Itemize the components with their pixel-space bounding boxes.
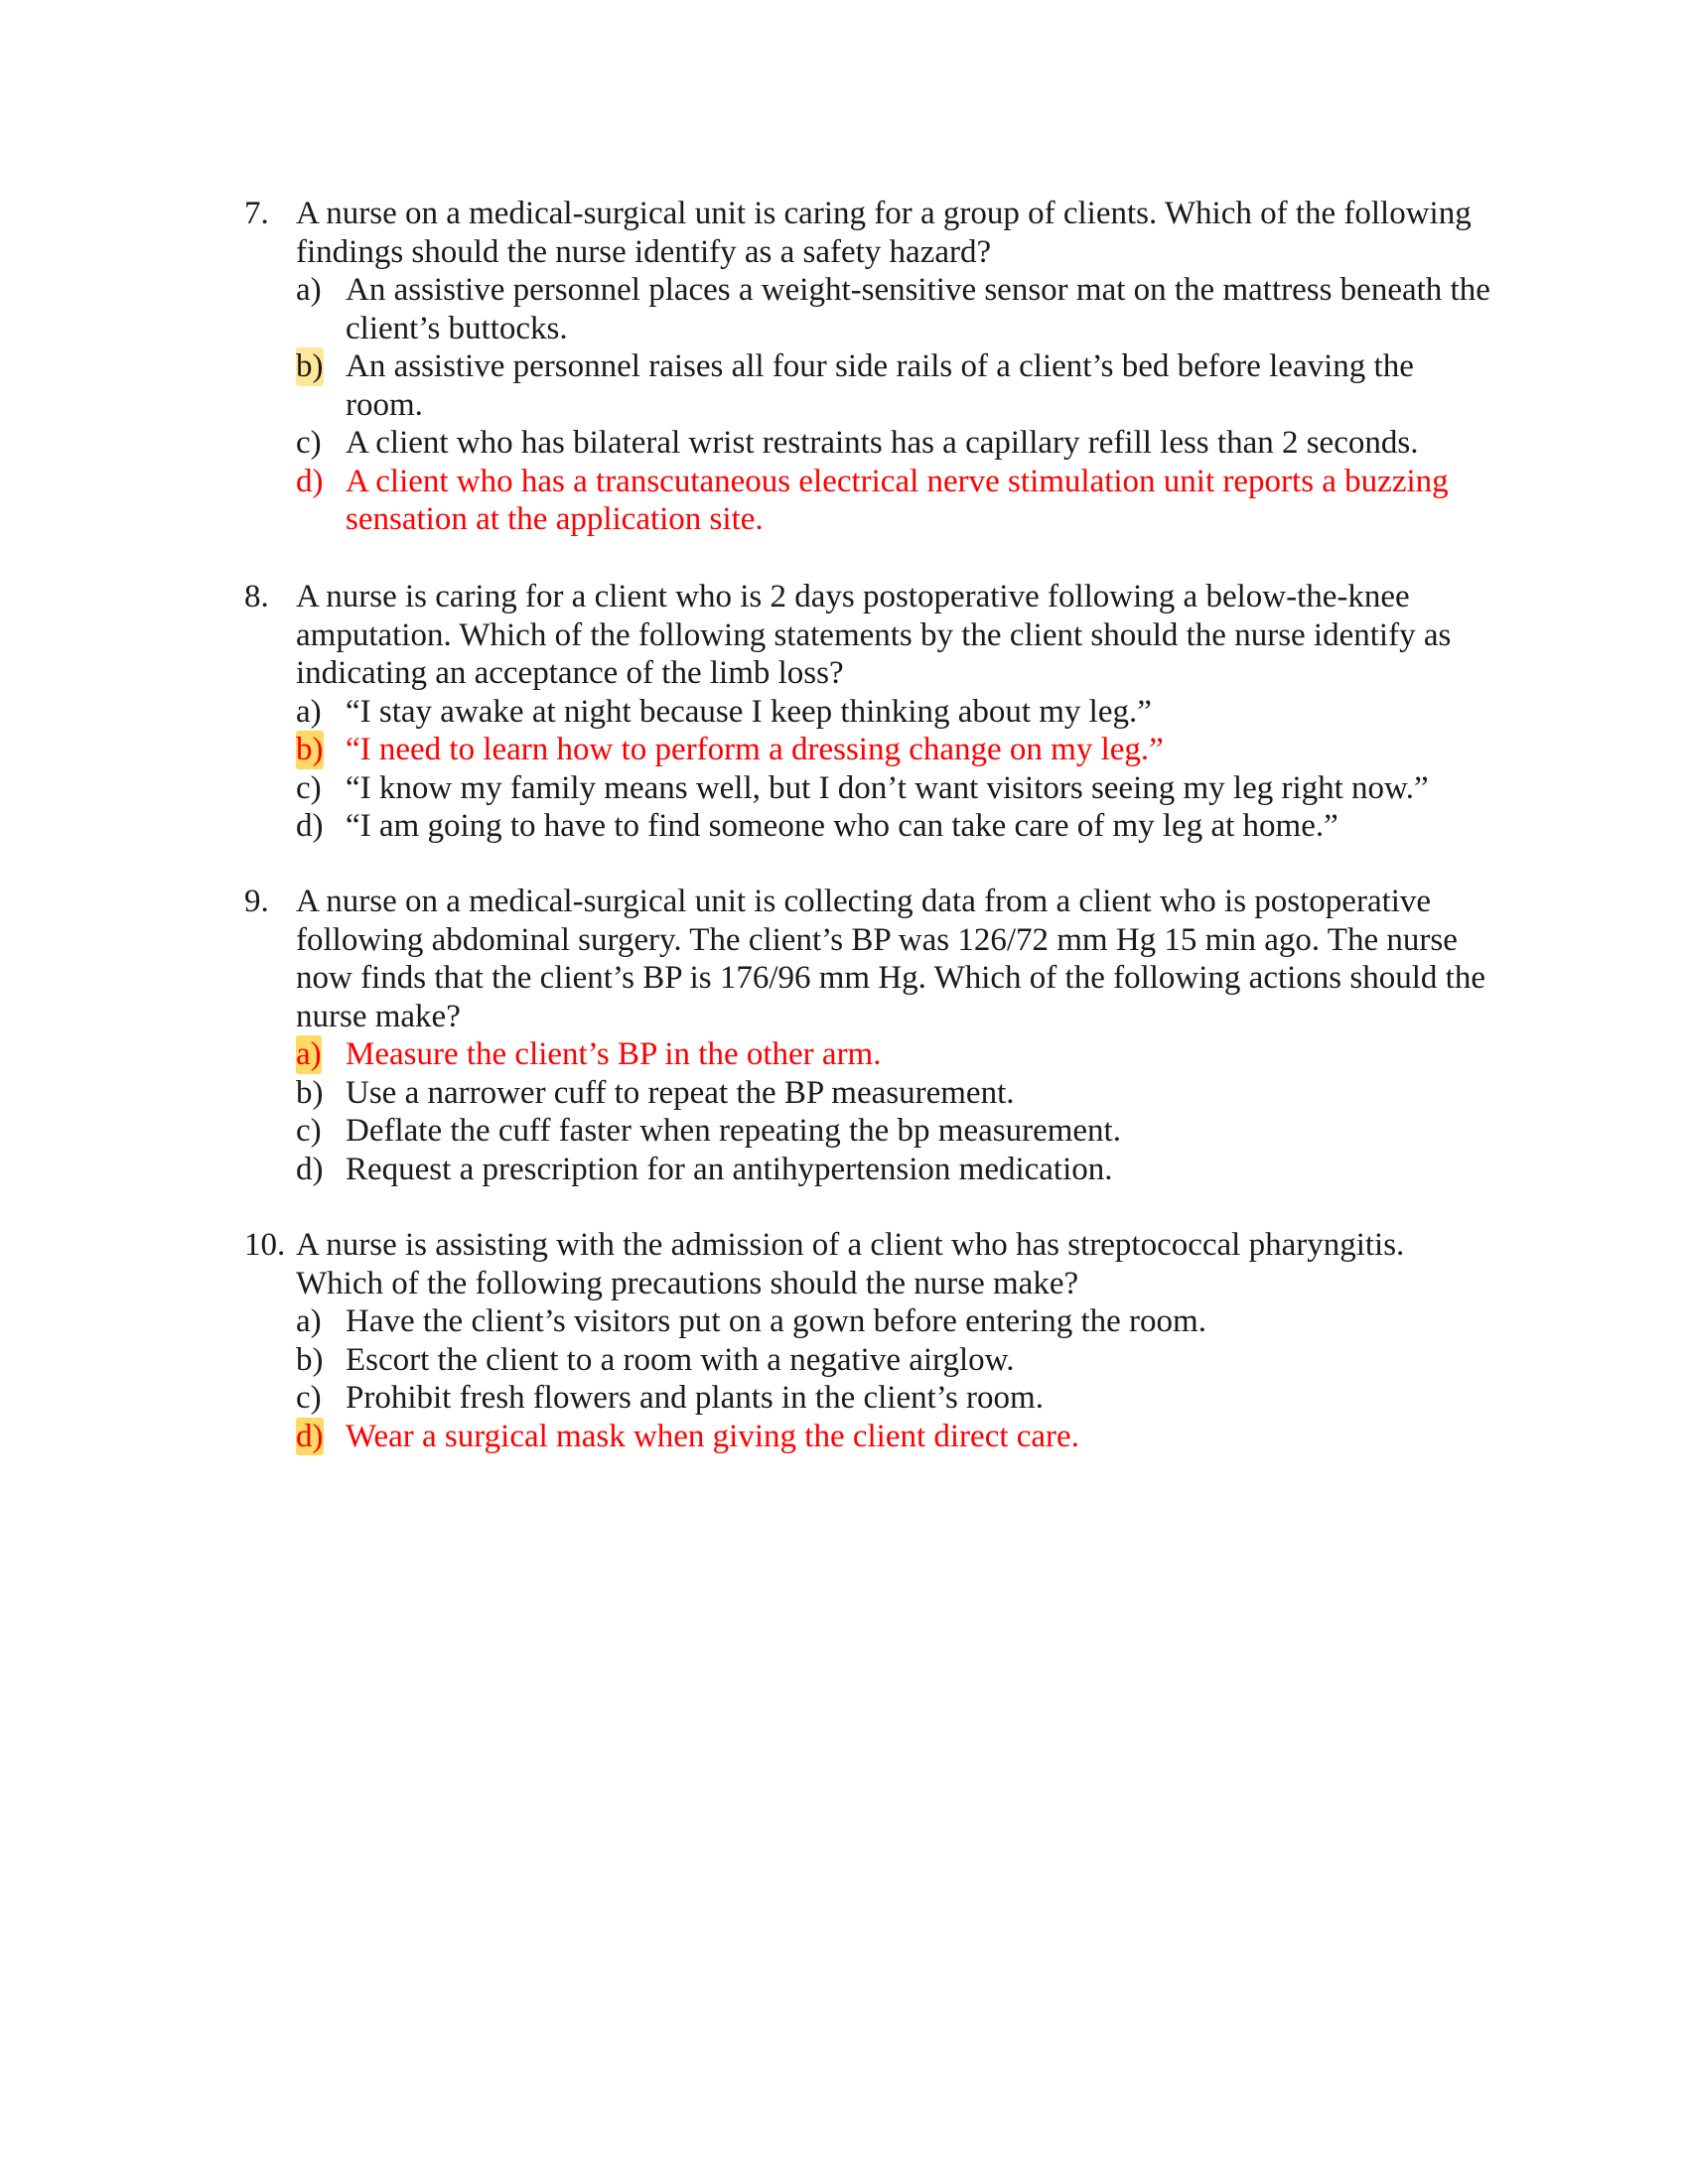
option-letter: a) — [296, 1303, 322, 1339]
option-letter: d) — [296, 463, 324, 499]
option-a-correct-answer — [244, 1035, 1495, 1074]
option-a — [244, 693, 1495, 732]
option-letter: b) — [296, 1074, 324, 1111]
option-letter-highlighted: a) — [296, 1036, 322, 1072]
option-text: “I need to learn how to perform a dressing change on my leg.” — [346, 732, 1164, 767]
option-b — [244, 1074, 1495, 1113]
option-letter-highlighted: d) — [296, 1418, 324, 1454]
option-text: Prohibit fresh flowers and plants in the client’s room. — [346, 1380, 1044, 1416]
option-text: Use a narrower cuff to repeat the BP measurement. — [346, 1074, 1015, 1111]
option-letter: d) — [296, 808, 324, 844]
question-text: A nurse is assisting with the admission of a client who has streptococcal pharyngitis. Which of the following precautions should the nurse make? — [296, 1227, 1405, 1301]
question-number: 10. — [244, 1227, 286, 1263]
option-text: Deflate the cuff faster when repeating the bp measurement. — [346, 1113, 1121, 1149]
option-b-correct-answer — [244, 731, 1495, 769]
question-10 — [244, 1226, 1495, 1455]
option-letter: c) — [296, 769, 322, 806]
option-d-correct-answer — [244, 463, 1495, 539]
option-letter: b) — [296, 1341, 324, 1378]
option-b — [244, 1341, 1495, 1380]
option-text: An assistive personnel raises all four side rails of a client’s bed before leaving the room. — [346, 348, 1414, 423]
option-d-correct-answer — [244, 1418, 1495, 1456]
option-letter: d) — [296, 1151, 324, 1187]
option-letter: a) — [296, 693, 322, 730]
question-8 — [244, 578, 1495, 846]
option-c — [244, 769, 1495, 808]
question-stem — [244, 1226, 1495, 1302]
question-number: 7. — [244, 196, 269, 231]
question-stem — [244, 195, 1495, 271]
option-letter: c) — [296, 1113, 322, 1149]
question-text: A nurse on a medical-surgical unit is caring for a group of clients. Which of the following findings should the nurse identify as a safety hazard? — [296, 196, 1472, 270]
option-text: “I stay awake at night because I keep thinking about my leg.” — [346, 693, 1152, 730]
option-c — [244, 1379, 1495, 1418]
question-number: 9. — [244, 884, 269, 919]
option-text: “I know my family means well, but I don’t want visitors seeing my leg right now.” — [346, 769, 1429, 806]
option-c — [244, 1112, 1495, 1151]
option-letter: c) — [296, 1380, 322, 1416]
question-stem — [244, 578, 1495, 693]
option-text: Escort the client to a room with a negative airglow. — [346, 1341, 1015, 1378]
option-text: Wear a surgical mask when giving the client direct care. — [346, 1418, 1079, 1454]
option-text: Measure the client’s BP in the other arm. — [346, 1036, 882, 1072]
option-letter-highlighted: b) — [296, 348, 324, 384]
option-a — [244, 271, 1495, 347]
option-text: A client who has a transcutaneous electrical nerve stimulation unit reports a buzzing sensation at the application site. — [346, 463, 1449, 537]
option-text: A client who has bilateral wrist restraints has a capillary refill less than 2 seconds. — [346, 425, 1419, 461]
option-letter: a) — [296, 272, 322, 308]
question-9 — [244, 883, 1495, 1188]
option-letter-highlighted: b) — [296, 732, 324, 767]
option-c — [244, 424, 1495, 463]
option-text: An assistive personnel places a weight-sensitive sensor mat on the mattress beneath the client’s buttocks. — [346, 272, 1490, 346]
question-stem — [244, 883, 1495, 1035]
question-text: A nurse on a medical-surgical unit is collecting data from a client who is postoperative following abdominal surgery. The client’s BP was 126/72 mm Hg 15 min ago. The nurse now finds that the client’s BP is 176/96 mm Hg. Which of the following actions should the nurse make? — [296, 884, 1485, 1034]
option-a — [244, 1302, 1495, 1341]
question-text: A nurse is caring for a client who is 2 days postoperative following a below-the-knee amputation. Which of the following statements by the client should the nurse identify as indicating an acceptance of the limb loss? — [296, 579, 1452, 691]
option-d — [244, 1151, 1495, 1189]
option-text: Have the client’s visitors put on a gown before entering the room. — [346, 1303, 1206, 1339]
option-letter: c) — [296, 425, 322, 461]
option-d — [244, 807, 1495, 846]
option-text: Request a prescription for an antihypertension medication. — [346, 1151, 1113, 1187]
option-b — [244, 347, 1495, 424]
option-text: “I am going to have to find someone who can take care of my leg at home.” — [346, 808, 1338, 844]
question-number: 8. — [244, 579, 269, 614]
question-7 — [244, 195, 1495, 539]
